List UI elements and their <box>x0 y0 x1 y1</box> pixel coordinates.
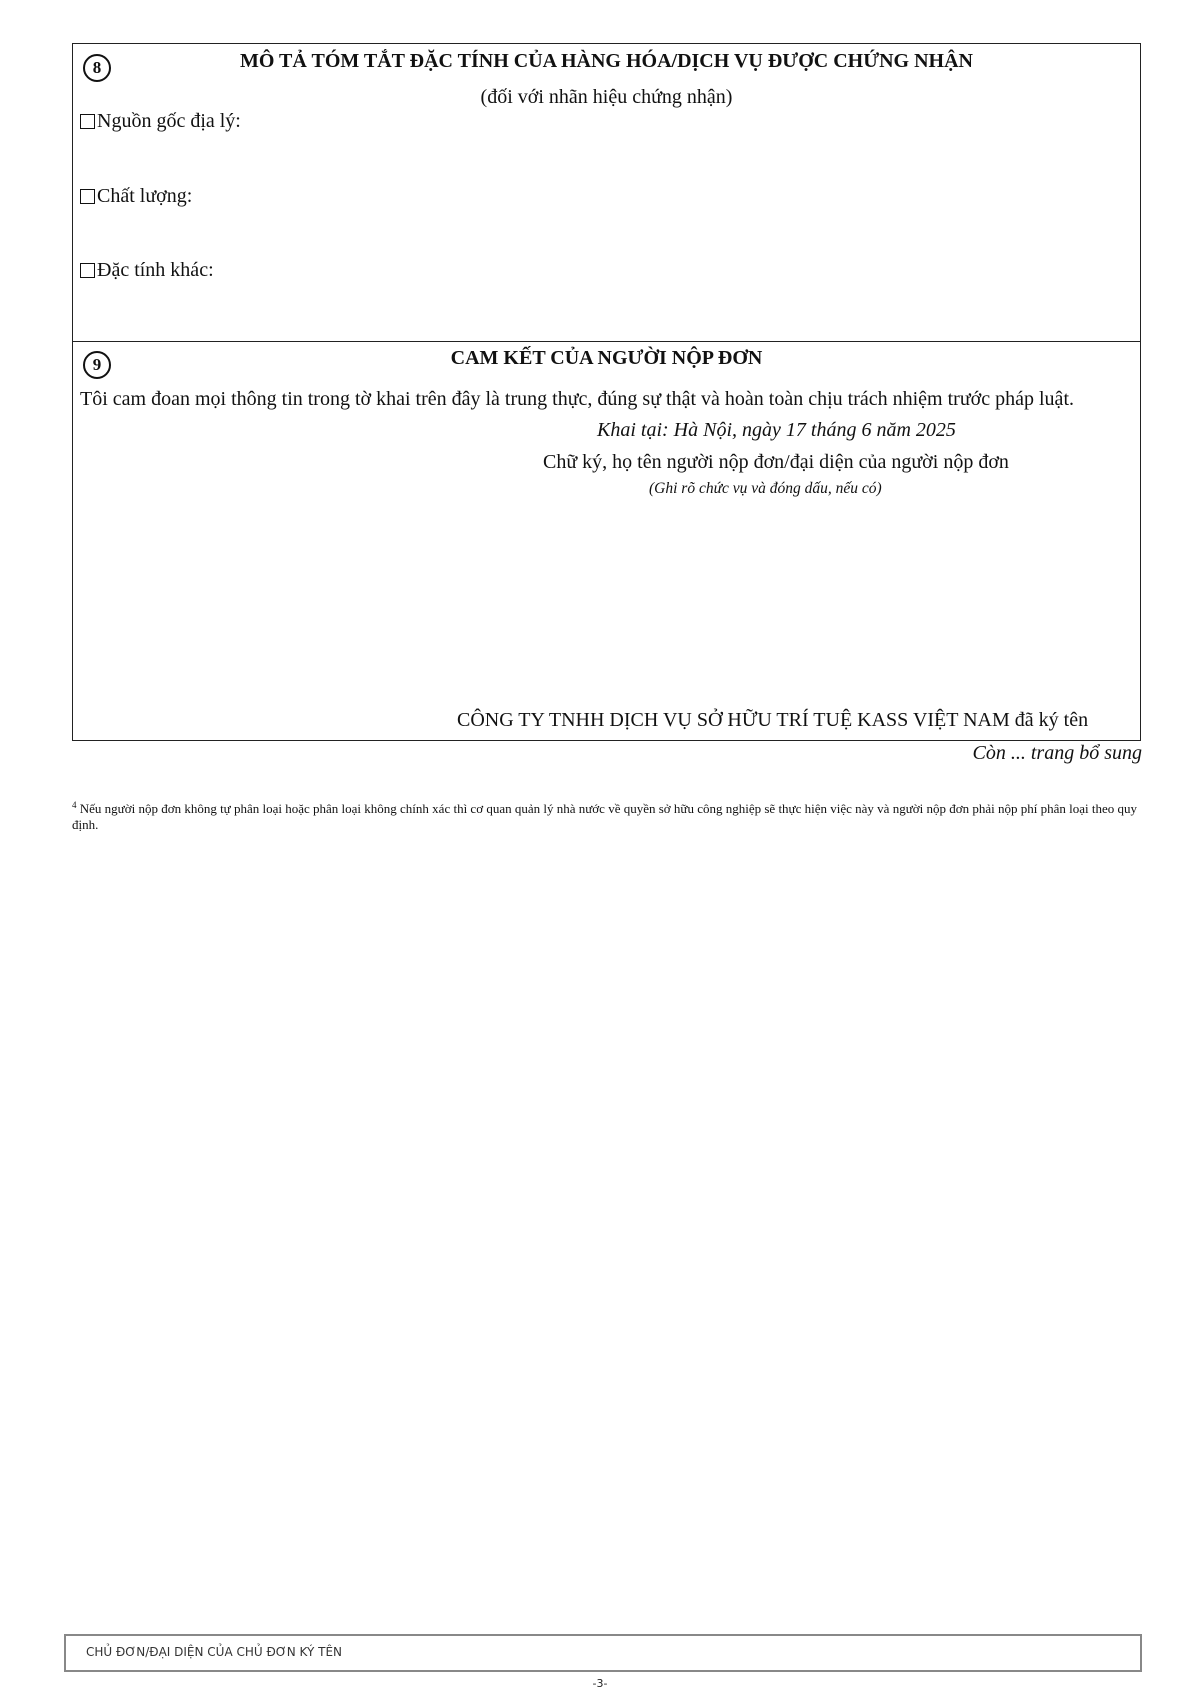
option-geographic-origin[interactable] <box>80 110 241 133</box>
section-9-title: CAM KẾT CỦA NGƯỜI NỘP ĐƠN <box>450 347 763 369</box>
checkbox-geographic-origin[interactable] <box>80 114 95 129</box>
checkbox-quality[interactable] <box>80 189 95 204</box>
section-8-box <box>72 43 1141 342</box>
continuation-note: Còn ... trang bổ sung <box>972 742 1142 764</box>
footnote-text: Nếu người nộp đơn không tự phân loại hoặc phân loại không chính xác thì cơ quan quản lý nhà nước về quyền sở hữu công nghiệp sẽ thực hiện việc này và người nộp đơn phải nộp phí phân loại theo quy định. <box>72 801 1137 832</box>
signature-box-label: CHỦ ĐƠN/ĐẠI DIỆN CỦA CHỦ ĐƠN KÝ TÊN <box>86 1645 342 1659</box>
option-quality[interactable] <box>80 185 192 208</box>
footnote <box>72 797 1142 833</box>
section-9-number: 9 <box>83 351 111 379</box>
option-geographic-origin-label: Nguồn gốc địa lý: <box>97 110 241 132</box>
page-number: -3- <box>592 1677 608 1690</box>
section-9-box <box>72 341 1141 741</box>
signature-note: (Ghi rõ chức vụ và đóng dấu, nếu có) <box>649 480 882 497</box>
applicant-statement: Tôi cam đoan mọi thông tin trong tờ khai trên đây là trung thực, đúng sự thật và hoàn toàn chịu trách nhiệm trước pháp luật. <box>80 388 1074 410</box>
signature-box <box>64 1634 1142 1672</box>
signature-label: Chữ ký, họ tên người nộp đơn/đại diện của người nộp đơn <box>543 451 1009 473</box>
footnote-marker: 4 <box>72 800 77 810</box>
section-8-title: MÔ TẢ TÓM TẮT ĐẶC TÍNH CỦA HÀNG HÓA/DỊCH VỤ ĐƯỢC CHỨNG NHẬN <box>239 50 974 72</box>
option-quality-label: Chất lượng: <box>97 185 193 207</box>
section-8-subtitle: (đối với nhãn hiệu chứng nhận) <box>480 86 733 108</box>
place-and-date: Khai tại: Hà Nội, ngày 17 tháng 6 năm 2025 <box>597 419 956 441</box>
checkbox-other-characteristics[interactable] <box>80 263 95 278</box>
section-8-number: 8 <box>83 54 111 82</box>
signed-by: CÔNG TY TNHH DỊCH VỤ SỞ HỮU TRÍ TUỆ KASS VIỆT NAM đã ký tên <box>457 709 1089 731</box>
option-other-characteristics-label: Đặc tính khác: <box>97 259 214 281</box>
option-other-characteristics[interactable] <box>80 259 214 282</box>
